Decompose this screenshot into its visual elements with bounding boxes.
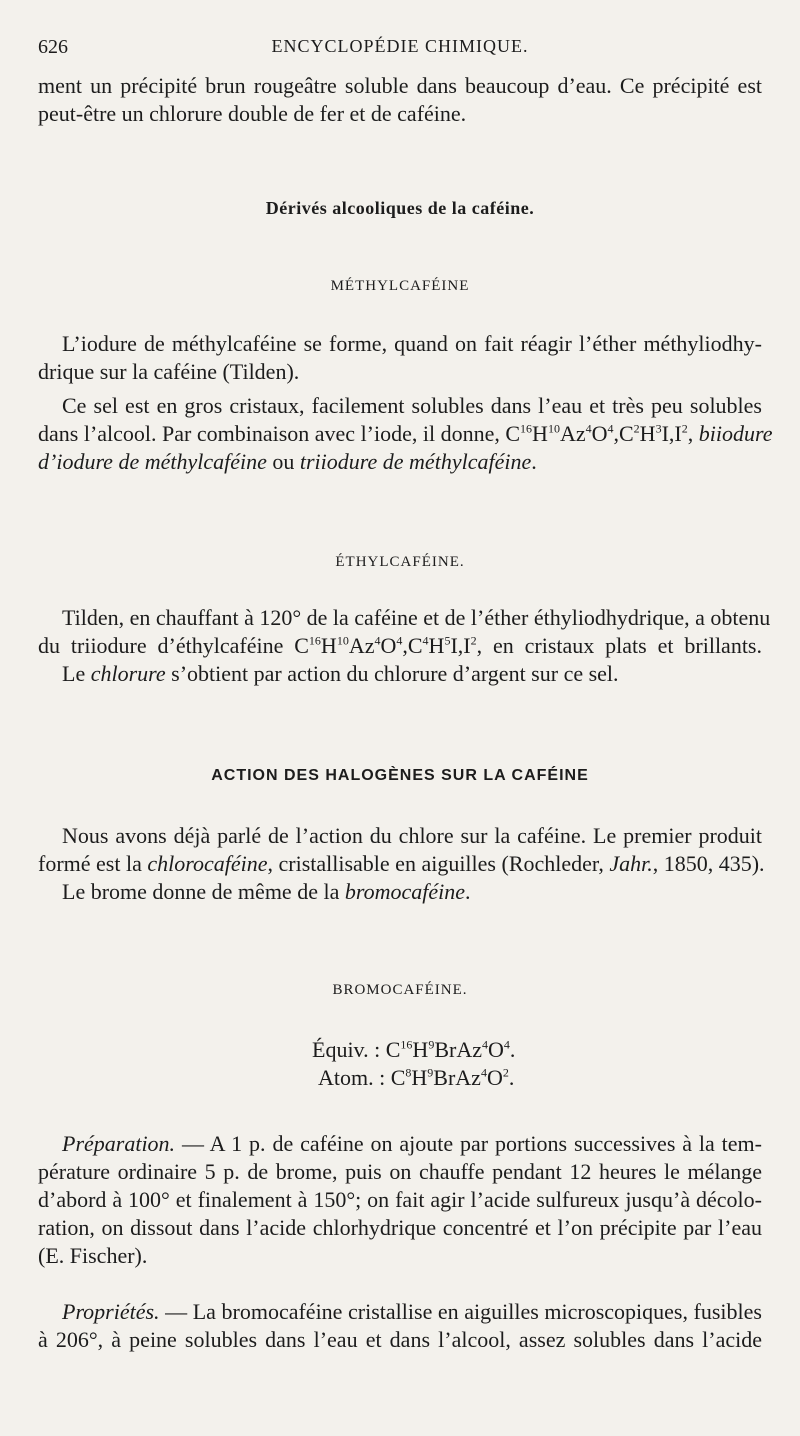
prep-line-1: Préparation. — A 1 p. de caféine on ajoute par portions successives à la tem-: [62, 1131, 762, 1156]
running-title: ENCYCLOPÉDIE CHIMIQUE.: [271, 36, 529, 56]
methyl-p1-line-2: drique sur la caféine (Tilden).: [38, 359, 300, 384]
ethyl-line-2: du triiodure d’éthylcaféine $C^{16}H^{10}Az^4O^4,C^4H^5I,I^2$, en cristaux plats et brillants.: [38, 633, 762, 658]
page-number: 626: [38, 36, 68, 58]
halogens-heading: ACTION DES HALOGÈNES SUR LA CAFÉINE: [211, 767, 589, 784]
methyl-p2-line-2: dans l’alcool. Par combinaison avec l’iode, il donne, $C^{16}H^{10}Az^4O^4,C^2H^3I,I^2$, biiodure: [38, 421, 773, 446]
page-header: [38, 36, 762, 60]
methyl-p2-line-1: Ce sel est en gros cristaux, facilement solubles dans l’eau et très peu solubles: [62, 393, 762, 418]
intro-line-1: ment un précipité brun rougeâtre soluble dans beaucoup d’eau. Ce précipité est: [38, 73, 762, 98]
prop-line-1: Propriétés. — La bromocaféine cristallise en aiguilles microscopiques, fusibles: [62, 1299, 762, 1324]
methylcafeine-heading: MÉTHYLCAFÉINE: [330, 278, 470, 294]
ethyl-line-1: Tilden, en chauffant à 120° de la caféine et de l’éther éthyliodhydrique, a obtenu: [62, 605, 771, 630]
prep-line-2: pérature ordinaire 5 p. de brome, puis on chauffe pendant 12 heures le mélange: [38, 1159, 762, 1184]
prep-line-4: ration, on dissout dans l’acide chlorhydrique concentré et l’on précipite par l’eau: [38, 1215, 762, 1240]
equiv-formula: Équiv. : $C^{16}H^9BrAz^4O^4$.: [312, 1037, 516, 1062]
prop-line-2: à 206°, à peine solubles dans l’eau et dans l’alcool, assez solubles dans l’acide: [38, 1327, 762, 1352]
atom-formula: Atom. : $C^8H^9BrAz^4O^2$.: [318, 1065, 515, 1090]
bromocafeine-heading: BROMOCAFÉINE.: [332, 982, 468, 998]
prep-line-5: (E. Fischer).: [38, 1243, 148, 1268]
methyl-p1-line-1: L’iodure de méthylcaféine se forme, quand on fait réagir l’éther méthyliodhy-: [62, 331, 762, 356]
intro-line-2: peut-être un chlorure double de fer et de caféine.: [38, 101, 467, 126]
section-title: Dérivés alcooliques de la caféine.: [265, 198, 535, 218]
prep-line-3: d’abord à 100° et finalement à 150°; on fait agir l’acide sulfureux jusqu’à décolo-: [38, 1187, 762, 1212]
halogens-line-3: Le brome donne de même de la bromocaféine.: [62, 879, 471, 904]
halogens-line-2: formé est la chlorocaféine, cristallisable en aiguilles (Rochleder, Jahr., 1850, 435).: [38, 851, 765, 876]
ethylcafeine-heading: ÉTHYLCAFÉINE.: [335, 554, 465, 570]
halogens-line-1: Nous avons déjà parlé de l’action du chlore sur la caféine. Le premier produit: [62, 823, 762, 848]
ethyl-line-3: Le chlorure s’obtient par action du chlorure d’argent sur ce sel.: [62, 661, 619, 686]
methyl-p2-line-3: d’iodure de méthylcaféine ou triiodure de méthylcaféine.: [38, 449, 537, 474]
